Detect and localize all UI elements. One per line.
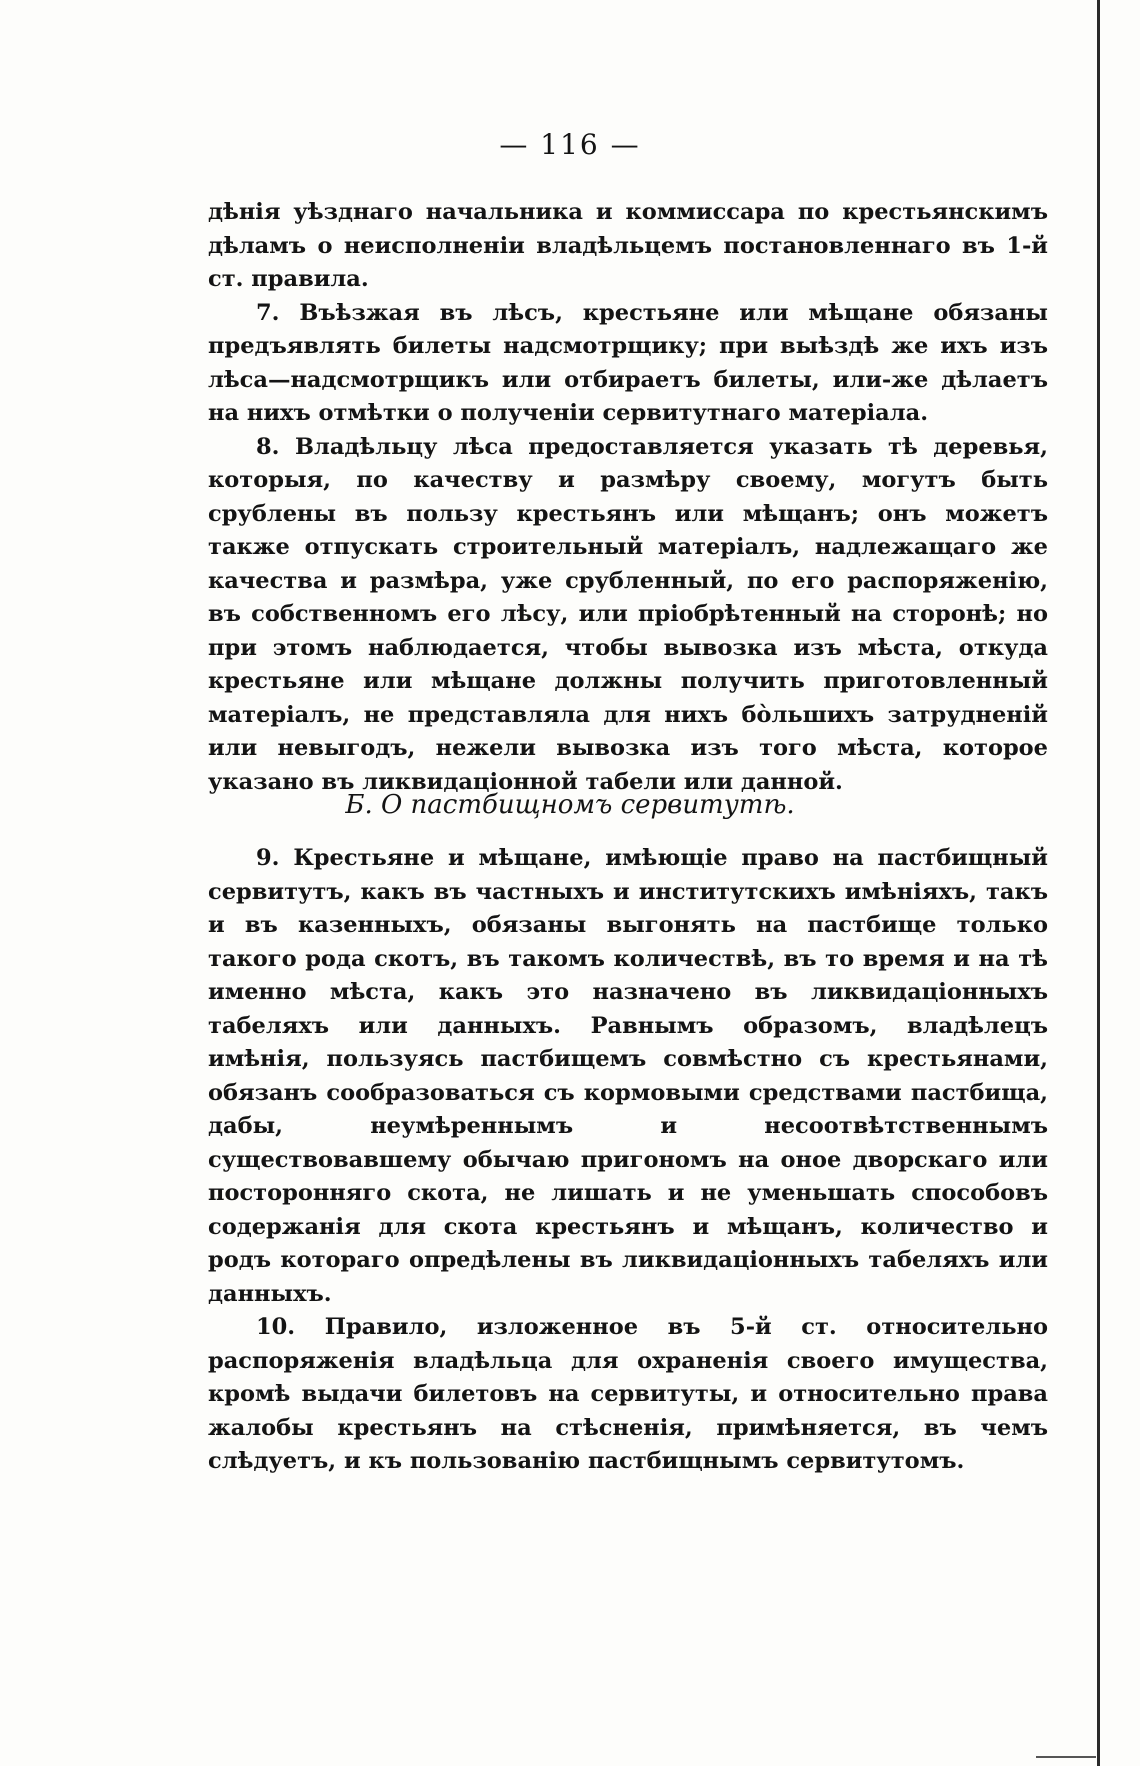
- text-block-before-heading: [208, 196, 1048, 799]
- page-edge-line: [1097, 0, 1100, 1766]
- paragraph-continued: дѣнія уѣзднаго начальника и коммиссара по крестьянскимъ дѣламъ о неисполненіи владѣльцемъ постановленнаго въ 1-й ст. правила.: [208, 199, 1048, 292]
- page-number: — 116 —: [499, 128, 641, 161]
- text-block-after-heading: [208, 842, 1048, 1479]
- corner-scan-mark: [1036, 1756, 1096, 1758]
- paragraph-article-9: 9. Крестьяне и мѣщане, имѣющіе право на пастбищный сервитутъ, какъ въ частныхъ и институтскихъ имѣніяхъ, такъ и въ казенныхъ, обязаны выгонять на пастбище только такого рода скотъ, въ такомъ количествѣ, въ то время и на тѣ именно мѣста, какъ это назначено въ ликвидаціонныхъ табеляхъ или данныхъ. Равнымъ образомъ, владѣлецъ имѣнія, пользуясь пастбищемъ совмѣстно съ крестьянами, обязанъ сообразоваться съ кормовыми средствами пастбища, дабы, неумѣреннымъ и несоотвѣтственнымъ существовавшему обычаю пригономъ на оное дворскаго или посторонняго скота, не лишать и не уменьшать способовъ содержанія для скота крестьянъ и мѣщанъ, количество и родъ котораго опредѣлены въ ликвидаціонныхъ табеляхъ или данныхъ.: [208, 845, 1048, 1307]
- paragraph-article-8: 8. Владѣльцу лѣса предоставляется указать тѣ деревья, которыя, по качеству и размѣру своему, могутъ быть срублены въ пользу крестьянъ или мѣщанъ; онъ можетъ также отпускать строительный матеріалъ, надлежащаго же качества и размѣра, уже срубленный, по его распоряженію, въ собственномъ его лѣсу, или пріобрѣтенный на сторонѣ; но при этомъ наблюдается, чтобы вывозка изъ мѣста, откуда крестьяне или мѣщане должны получить приготовленный матеріалъ, не представляла для нихъ бо̀льшихъ затрудненій или невыгодъ, нежели вывозка изъ того мѣста, которое указано въ ликвидаціонной табели или данной.: [208, 433, 1048, 795]
- section-heading: Б. О пастбищномъ сервитутѣ.: [345, 790, 795, 820]
- paragraph-article-10: 10. Правило, изложенное въ 5-й ст. относительно распоряженія владѣльца для охраненія своего имущества, кромѣ выдачи билетовъ на сервитуты, и относительно права жалобы крестьянъ на стѣсненія, примѣняется, въ чемъ слѣдуетъ, и къ пользованію пастбищнымъ сервитутомъ.: [208, 1314, 1048, 1474]
- paragraph-article-7: 7. Въѣзжая въ лѣсъ, крестьяне или мѣщане обязаны предъявлять билеты надсмотрщику; при выѣздѣ же ихъ изъ лѣса—надсмотрщикъ или отбираетъ билеты, или-же дѣлаетъ на нихъ отмѣтки о полученіи сервитутнаго матеріала.: [208, 299, 1048, 426]
